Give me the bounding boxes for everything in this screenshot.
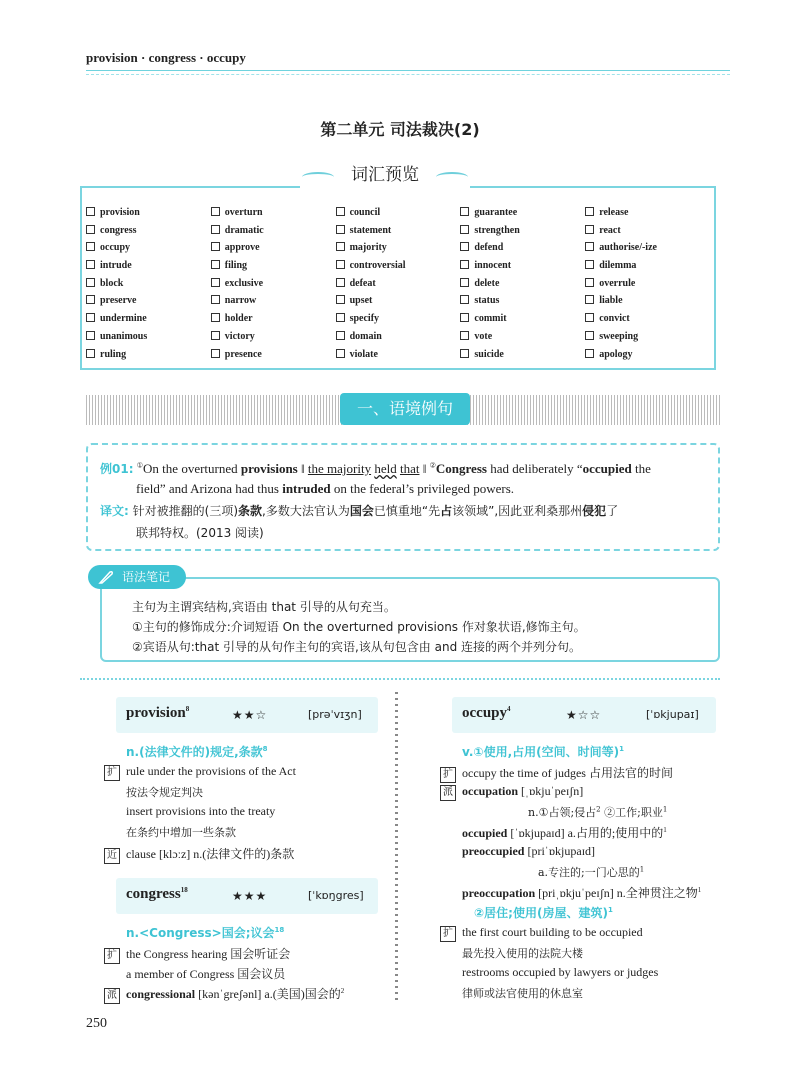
quill-icon <box>98 569 114 585</box>
checkbox-icon[interactable] <box>460 260 469 269</box>
column-divider <box>395 692 398 1000</box>
vocab-item[interactable]: defeat <box>336 275 461 293</box>
entry-extend: 扩 occupy the time of judges 占用法官的时间 <box>440 764 673 783</box>
vocab-item[interactable]: presence <box>211 346 336 364</box>
derived-mark-icon: 派 <box>104 988 120 1004</box>
checkbox-icon[interactable] <box>336 207 345 216</box>
checkbox-icon[interactable] <box>86 331 95 340</box>
headword: congress$^{18}$ <box>126 886 188 902</box>
vocab-item[interactable]: victory <box>211 328 336 346</box>
checkbox-icon[interactable] <box>460 331 469 340</box>
entry-cn: 按法令规定判决 <box>126 786 203 799</box>
synonym-mark-icon: 近 <box>104 848 120 864</box>
checkbox-icon[interactable] <box>585 225 594 234</box>
checkbox-icon[interactable] <box>211 295 220 304</box>
vocab-item[interactable]: apology <box>585 346 710 364</box>
vocab-item[interactable]: upset <box>336 292 461 310</box>
entry-derived: occupied [ˈɒkjupaɪd] a.占用的;使用中的$^1$ <box>462 826 667 840</box>
header-rule-dashed <box>86 74 730 75</box>
vocab-item[interactable]: delete <box>460 275 585 293</box>
checkbox-icon[interactable] <box>460 313 469 322</box>
vocab-item[interactable]: filing <box>211 257 336 275</box>
vocab-item[interactable]: holder <box>211 310 336 328</box>
vocab-item[interactable]: guarantee <box>460 204 585 222</box>
entry-derived: 派 congressional [kənˈgreʃənl] a.(美国)国会的$^2$ <box>104 985 344 1004</box>
vocab-item[interactable]: approve <box>211 239 336 257</box>
vocab-item[interactable]: council <box>336 204 461 222</box>
checkbox-icon[interactable] <box>86 278 95 287</box>
vocab-item[interactable]: liable <box>585 292 710 310</box>
vocab-item[interactable]: provision <box>86 204 211 222</box>
checkbox-icon[interactable] <box>211 242 220 251</box>
checkbox-icon[interactable] <box>585 207 594 216</box>
vocab-item[interactable]: overrule <box>585 275 710 293</box>
checkbox-icon[interactable] <box>585 331 594 340</box>
sense: n.<Congress>国会;议会$^{18}$ <box>126 926 285 940</box>
section-separator <box>80 678 720 680</box>
entry-synonym: 近 clause [klɔːz] n.(法律文件的)条款 <box>104 845 294 864</box>
extend-mark-icon: 扩 <box>104 765 120 781</box>
checkbox-icon[interactable] <box>86 207 95 216</box>
checkbox-icon[interactable] <box>460 225 469 234</box>
checkbox-icon[interactable] <box>211 260 220 269</box>
entry-derived: preoccupied [priˈɒkjupaɪd] <box>462 844 596 858</box>
page-number: 250 <box>86 1016 107 1031</box>
vocab-item[interactable]: undermine <box>86 310 211 328</box>
checkbox-icon[interactable] <box>211 331 220 340</box>
vocab-item[interactable]: narrow <box>211 292 336 310</box>
vocab-column <box>86 204 211 363</box>
vocab-item[interactable]: dramatic <box>211 222 336 240</box>
checkbox-icon[interactable] <box>211 349 220 358</box>
keyword-occupied: occupied <box>582 461 632 476</box>
checkbox-icon[interactable] <box>86 225 95 234</box>
checkbox-icon[interactable] <box>585 349 594 358</box>
headword: provision$^8$ <box>126 705 190 721</box>
entry-extend: 扩 the first court building to be occupied <box>440 925 643 942</box>
checkbox-icon[interactable] <box>336 313 345 322</box>
marker-1: ① <box>136 461 144 470</box>
vocab-item[interactable]: status <box>460 292 585 310</box>
section-title: 一、语境例句 <box>340 393 470 425</box>
checkbox-icon[interactable] <box>585 313 594 322</box>
extend-mark-icon: 扩 <box>104 948 120 964</box>
grammar-line: 主句为主谓宾结构,宾语由 that 引导的从句充当。 <box>132 600 396 614</box>
vocab-item[interactable]: react <box>585 222 710 240</box>
checkbox-icon[interactable] <box>460 295 469 304</box>
entry: restrooms occupied by lawyers or judges <box>462 965 659 979</box>
sense: v.①使用,占用(空间、时间等)$^1$ <box>462 745 624 759</box>
vocab-item[interactable]: specify <box>336 310 461 328</box>
checkbox-icon[interactable] <box>585 260 594 269</box>
checkbox-icon[interactable] <box>460 349 469 358</box>
checkbox-icon[interactable] <box>211 225 220 234</box>
vocab-item[interactable]: exclusive <box>211 275 336 293</box>
sense: ②居住;使用(房屋、建筑)$^1$ <box>474 906 613 920</box>
grammar-line: ①主句的修饰成分:介词短语 On the overturned provisions 作对象状语,修饰主句。 <box>132 620 586 634</box>
vocab-item[interactable]: overturn <box>211 204 336 222</box>
checkbox-icon[interactable] <box>86 242 95 251</box>
entry-extend: 扩 rule under the provisions of the Act <box>104 764 296 781</box>
entry-derived: 派 occupation [ˌɒkjuˈpeɪʃn] <box>440 784 583 801</box>
extend-mark-icon: 扩 <box>440 767 456 783</box>
vocab-item[interactable]: controversial <box>336 257 461 275</box>
vocab-item[interactable]: domain <box>336 328 461 346</box>
checkbox-icon[interactable] <box>336 278 345 287</box>
vocab-item[interactable]: occupy <box>86 239 211 257</box>
vocab-item[interactable]: block <box>86 275 211 293</box>
vocab-item[interactable]: unanimous <box>86 328 211 346</box>
vocab-item[interactable]: innocent <box>460 257 585 275</box>
vocab-item[interactable]: defend <box>460 239 585 257</box>
marker-2: ② <box>429 461 436 470</box>
entry-cn: 律师或法官使用的休息室 <box>462 987 583 1000</box>
grammar-line: ②宾语从句:that 引导的从句作主句的宾语,该从句包含由 and 连接的两个并列分句。 <box>132 640 582 654</box>
vocab-item[interactable]: violate <box>336 346 461 364</box>
extend-mark-icon: 扩 <box>440 926 456 942</box>
entry-cn: 最先投入使用的法院大楼 <box>462 947 583 960</box>
vocab-item[interactable]: suicide <box>460 346 585 364</box>
entry-extend: 扩 the Congress hearing 国会听证会 <box>104 945 290 964</box>
example-line-2: field” and Arizona had thus intruded on the federal’s privileged powers. <box>136 481 515 496</box>
phonetic: [prəˈvɪʒn] <box>308 708 362 721</box>
unit-title: 第二单元 司法裁决(2) <box>320 120 480 139</box>
vocab-item[interactable]: authorise/-ize <box>585 239 710 257</box>
vocab-item[interactable]: dilemma <box>585 257 710 275</box>
vocab-preview-title <box>300 160 470 194</box>
entry-derived: preoccupation [priˌɒkjuˈpeɪʃn] n.全神贯注之物$^1$ <box>462 886 702 900</box>
translation-line-1: 译文: 针对被推翻的(三项)条款,多数大法官认为国会已慎重地“先占该领域”,因此亚利桑那州侵犯了 <box>100 504 619 518</box>
ornament-right-icon <box>436 172 468 182</box>
checkbox-icon[interactable] <box>585 242 594 251</box>
checkbox-icon[interactable] <box>336 331 345 340</box>
header-rule <box>86 70 730 71</box>
checkbox-icon[interactable] <box>585 278 594 287</box>
vocab-item[interactable]: release <box>585 204 710 222</box>
checkbox-icon[interactable] <box>336 260 345 269</box>
checkbox-icon[interactable] <box>211 313 220 322</box>
frequency-stars: ★★☆ <box>232 708 268 722</box>
vocab-item[interactable]: strengthen <box>460 222 585 240</box>
entry-definition: a.专注的;一门心思的$^1$ <box>538 865 645 879</box>
entry-cn: 在条约中增加一些条款 <box>126 826 236 839</box>
vocab-item[interactable]: statement <box>336 222 461 240</box>
checkbox-icon[interactable] <box>336 295 345 304</box>
grammar-title: 语法笔记 <box>88 565 186 589</box>
ornament-left-icon <box>302 172 334 182</box>
keyword-provisions: provisions <box>240 461 298 476</box>
checkbox-icon[interactable] <box>86 313 95 322</box>
vocab-column <box>460 204 585 363</box>
checkbox-icon[interactable] <box>585 295 594 304</box>
checkbox-icon[interactable] <box>86 295 95 304</box>
sense: n.(法律文件的)规定,条款$^8$ <box>126 745 268 759</box>
vocab-column <box>585 204 710 363</box>
vocab-item[interactable]: congress <box>86 222 211 240</box>
subject-underline: the majority <box>307 461 372 476</box>
checkbox-icon[interactable] <box>86 260 95 269</box>
vocab-item[interactable]: preserve <box>86 292 211 310</box>
entry-definition: n.①占领;侵占$^2$ ②工作;职业$^1$ <box>528 805 668 819</box>
keyword-congress: Congress <box>435 461 487 476</box>
checkbox-icon[interactable] <box>460 207 469 216</box>
checkbox-icon[interactable] <box>211 278 220 287</box>
vocab-item[interactable]: sweeping <box>585 328 710 346</box>
phonetic: [ˈkɒŋgres] <box>308 889 364 902</box>
checkbox-icon[interactable] <box>211 207 220 216</box>
entry: insert provisions into the treaty <box>126 804 276 818</box>
running-header: provision · congress · occupy <box>86 50 246 65</box>
verb-wavy: held <box>374 461 397 476</box>
vocab-item[interactable]: intrude <box>86 257 211 275</box>
vocab-item[interactable]: majority <box>336 239 461 257</box>
frequency-stars: ★☆☆ <box>566 708 602 722</box>
example-line-1: 例01: ①On the overturned provisions ‖ the majority held that ‖ ②Congress had deliberately “occupied the <box>100 461 651 476</box>
vocab-item[interactable]: convict <box>585 310 710 328</box>
checkbox-icon[interactable] <box>336 242 345 251</box>
checkbox-icon[interactable] <box>336 225 345 234</box>
translation-label: 译文 <box>100 504 125 518</box>
headword: occupy$^4$ <box>462 705 511 721</box>
translation-line-2: 联邦特权。(2013 阅读) <box>136 526 264 540</box>
vocab-item[interactable]: ruling <box>86 346 211 364</box>
vocab-grid <box>86 204 710 363</box>
checkbox-icon[interactable] <box>460 242 469 251</box>
vocab-column <box>336 204 461 363</box>
vocab-item[interactable]: vote <box>460 328 585 346</box>
checkbox-icon[interactable] <box>460 278 469 287</box>
checkbox-icon[interactable] <box>86 349 95 358</box>
vocab-column <box>211 204 336 363</box>
vocab-title-text: 词汇预览 <box>351 165 419 185</box>
that-underline: that <box>399 461 420 476</box>
derived-mark-icon: 派 <box>440 785 456 801</box>
keyword-intruded: intruded <box>282 481 331 496</box>
phonetic: [ˈɒkjupaɪ] <box>646 708 699 721</box>
vocab-item[interactable]: commit <box>460 310 585 328</box>
checkbox-icon[interactable] <box>336 349 345 358</box>
entry: a member of Congress 国会议员 <box>126 967 286 981</box>
example-label: 例01 <box>100 462 129 476</box>
frequency-stars: ★★★ <box>232 889 268 903</box>
